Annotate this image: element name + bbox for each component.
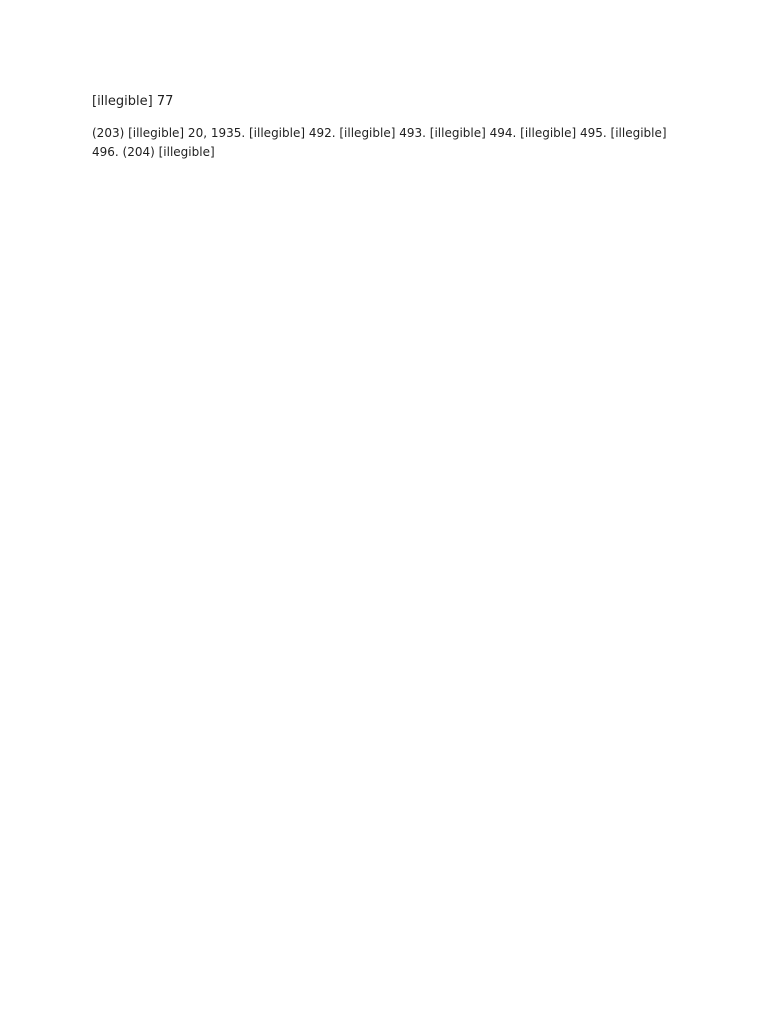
body-paragraph: (203) [illegible] 20, 1935. [illegible] 492. [illegible] 493. [illegible] 494. [illegible] 495. [illegible] 496. (204) [illegible] <box>92 126 667 160</box>
page-header: [illegible] 77 <box>92 94 174 109</box>
